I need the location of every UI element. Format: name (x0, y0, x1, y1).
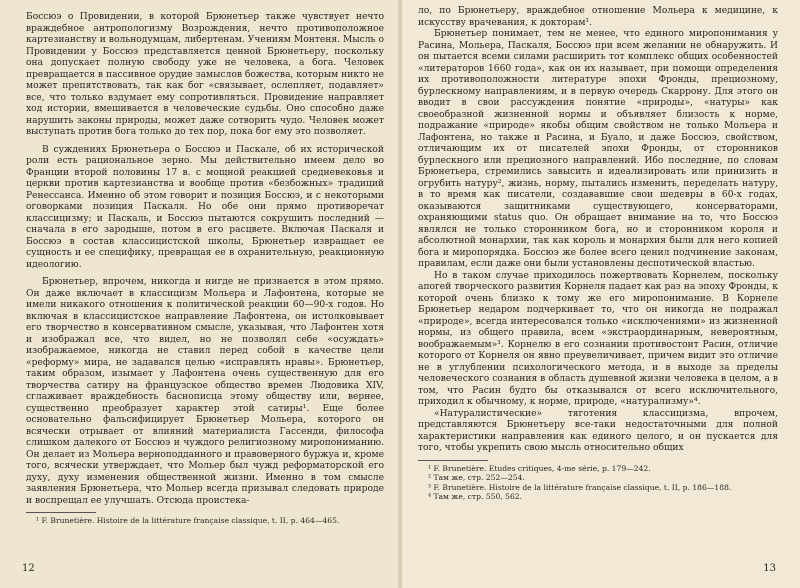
paragraph: «Натуралистические» тяготения классицизма, впрочем, представляются Брюнетьеру все-таки недостаточными для полной характеристики направления как единого целого, и он пускается для того, чтобы укрепить свою мысль относительно общих (418, 408, 778, 453)
left-page (0, 0, 398, 588)
footnote-divider (26, 512, 96, 513)
footnote: ¹ F. Brunetière. Histoire de la littérature française classique, t. II, p. 464—465. (36, 516, 340, 525)
page-number: 13 (763, 563, 776, 574)
footnote: ³ F. Brunetière. Histoire de la littérature française classique, t. II, p. 186—188. (428, 482, 732, 492)
footnote: ⁴ Там же, стр. 550, 562. (428, 492, 523, 501)
page-number: 12 (22, 563, 35, 574)
paragraph: В суждениях Брюнетьера о Боссюэ и Паскале, об их исторической роли есть рациональное зерно. Мы действительно имеем дело во Франции второй половины 17 в. с мощной реакцией средневековья и церкви против картезианства и вообще против «безбожных» традиций Ренессанса. Именно об этом говорит и позиция Боссюэ, и с некоторыми оговорками позиция Паскаля. Но обе они прямо противоречат классицизму; и Паскаль, и Боссюэ пытаются сокрушить последний — сначала в его зародыше, потом в его расцвете. Включая Паскаля и Боссюэ в состав классицистской школы, Брюнетьер извращает ее сущность и ее специфику, превращая ее в охранительную, реакционную идеологию. (26, 144, 384, 270)
paragraph: Брюнетьер, впрочем, никогда и нигде не признается в этом прямо. Он даже включает в классицизм Мольера и Лафонтена, которые не имели никакого отношения к политической реакции 60—90-х годов. Но включая в классицистское направление Лафонтена, он истолковывает его творчество в консервативном смысле, указывая, что Лафонтен хотя и изображал все, что видел, но не позволял себе «осуждать» изображаемое, никогда не ставил перед собой в качестве цели «реформу» мира, не задавался целью «исправлять нравы». Брюнетьер, таким образом, изымает у Лафонтена очень существенную для его творчества сатиру на французское общество времен Людовика XIV, сглаживает враждебность баснописца этому обществу или, вернее, существенно преобразует характер этой сатиры¹. Еще более основательно фальсифицирует Брюнетьер Мольера, которого он всячески отрывает от влияний материалиста Гассенди, философа слишком далекого от Боссюэ и чуждого религиозному миропониманию. Он делает из Мольера верноподданного и правоверного буржуа и, кроме того, всячески утверждает, что Мольер был чужд реформаторской его духу, духу изменения общественной жизни. Именно в том смысле заявления Брюнетьера, что Мольер всегда призывал следовать природе и воспрещал ее улучшать. Отсюда проистека- (26, 277, 384, 506)
footnote: ¹ F. Brunetière. Etudes critiques, 4-me série, p. 179—242. (428, 463, 651, 473)
paragraph: Боссюэ о Провидении, в которой Брюнетьер также чувствует нечто враждебное антропологизму Возрождения, нечто противоположное картезианству и вольнодумцам, либертенам. Учениям Монтеня. Мысль о Провидении у Боссюэ представляется ценной Брюнетьеру, поскольку она допускает полную свободу уже не человека, а бога. Человек превращается в пассивное орудие замыслов божества, которым никто не может препятствовать, так как бог «связывает, ослепляет, подавляет» все, что только вздумает ему сопротивляться. Провидение направляет ход истории, вмешивается в человеческие судьбы. Оно способно даже нарушить законы природы, может даже сотворить чудо. Человек может выступать против бога только до тех пор, пока бог ему это позволяет. (26, 12, 384, 137)
paragraph: Но в таком случае приходилось пожертвовать Корнелем, поскольку апогей творческого развития Корнеля падает как раз на эпоху Фронды, к которой очень близко к тому же его миропонимание. В Корнеле Брюнетьер недаром подчеркивает то, что он никогда не подражал «природе», всегда интересовался только «исключениями» из жизненной нормы, из общего правила, всем «экстраординарным, невероятным, воображаемым»³. Корнелю в его сознании противостоит Расин, отличие которого от Корнеля он явно преувеличивает, причем видит это отличие не в углублении психологического метода, и в выходе за пределы человеческого сознания в область душевной жизни человека в целом, а в том, что Расин будто бы отказывался от всего исключительного, приходил к обычному, к норме, природе, «натурализму»⁴. (418, 270, 778, 407)
paragraph: ло, по Брюнетьеру, враждебное отношение Мольера к медицине, к искусству врачевания, к докторам¹. (418, 6, 778, 28)
right-page (402, 0, 800, 588)
right-page-body (418, 6, 778, 455)
footnote: ² Там же, стр. 252—254. (428, 473, 525, 482)
paragraph: Брюнетьер понимает, тем не менее, что единого миропонимания у Расина, Мольера, Паскаля, Боссюэ при всем желании не обнаружить. И он пытается всеми силами расширить тот комплекс общих особенностей «литераторов 1660 года», как он их называет, при помощи определения их противоположности литературе эпохи Фронды, прециозному, бурлескному направлениям, и в первую очередь Скаррону. Для этого он вводит в свои рассуждения понятие «природы», «натуры» как своеобразной жизненной нормы и объявляет близость к норме, подражание «природе» якобы общим свойством не только Мольера и Лафонтена, но также и Расина, и Буало, и даже Боссюэ, свойством, отличающим их от писателей эпохи Фронды, от сторонников бурлескного или прециозного направлений. Ибо последние, по словам Брюнетьера, стремились завысить и идеализировать или принизить и огрубить натуру², жизнь, норму, пытались изменить, переделать натуру, в то время как писатели, создававшие свои шедевры в 60-х годах, оказываются защитниками существующего, консерваторами, охраняющими status quo. Он обращает внимание на то, что Боссюэ являлся не только сторонником бога, но и сторонником короля и абсолютной монархии, так как король и монархия были для него копией бога и миропорядка. Боссюэ же более всего ценил подчинение законам, правилам, если даже они были установлены деспотической властью. (418, 29, 778, 269)
left-page-body (26, 12, 384, 507)
footnote-divider (418, 460, 488, 461)
